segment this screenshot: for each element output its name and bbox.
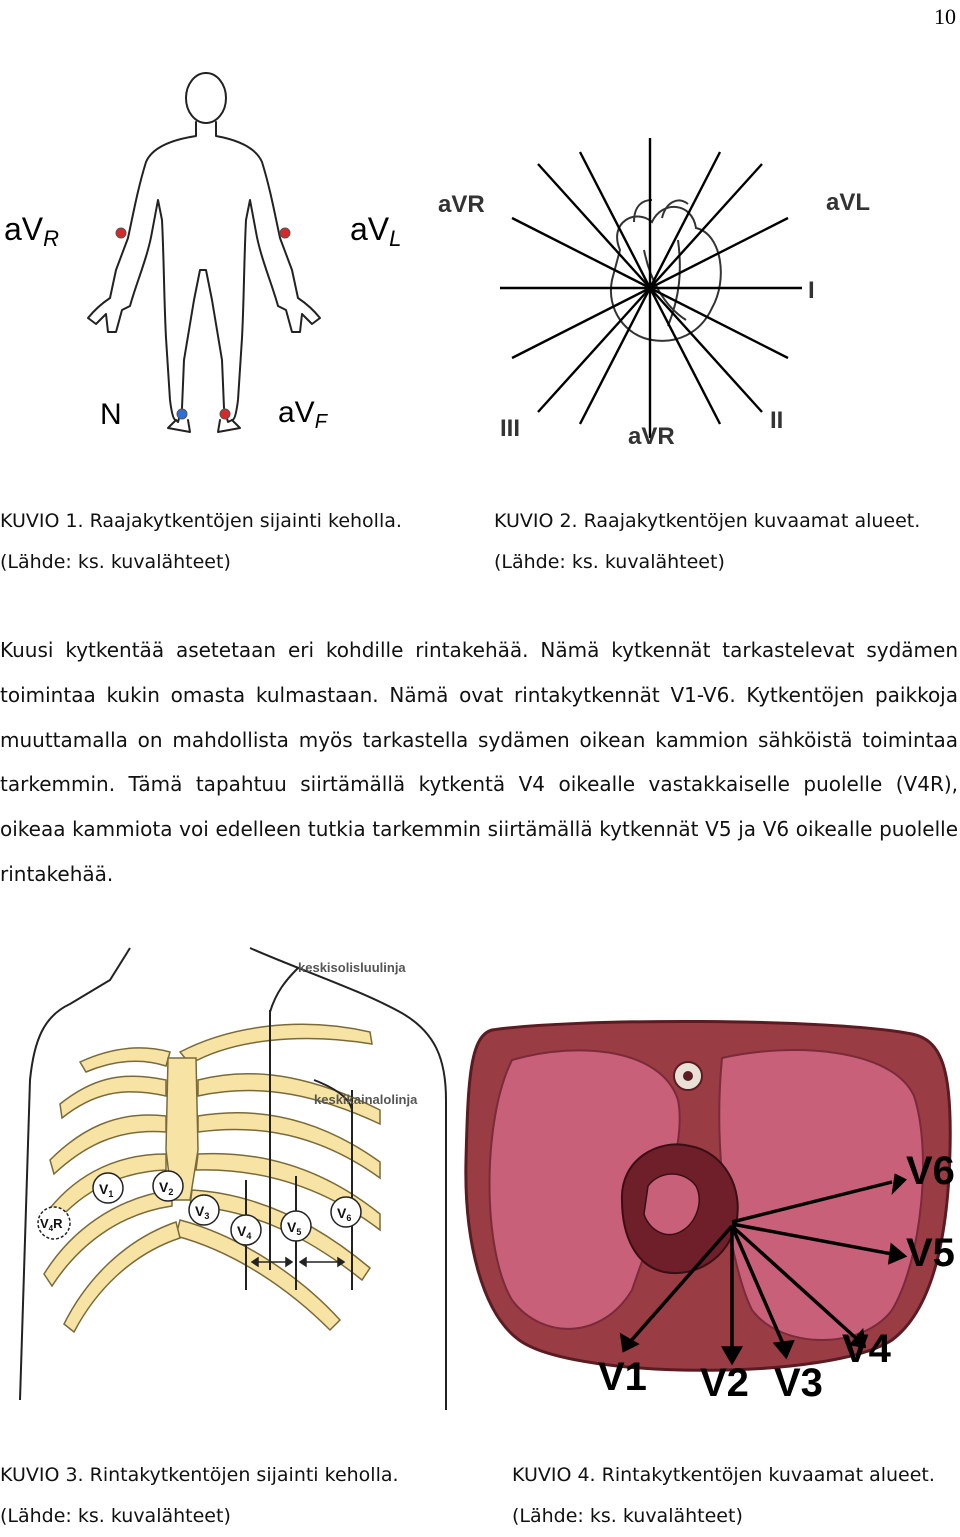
caption-figure-3-title: KUVIO 3. Rintakytkentöjen sijainti keholla.: [0, 1464, 399, 1486]
caption-figure-2-title: KUVIO 2. Raajakytkentöjen kuvaamat alueet.: [494, 510, 921, 532]
electrode-v4r: [38, 1207, 70, 1239]
page-number: 10: [934, 4, 956, 29]
caption-figure-2-source: (Lähde: ks. kuvalähteet): [494, 551, 725, 573]
figure-chest-lead-vectors: [452, 1010, 958, 1410]
caption-figure-4-title: KUVIO 4. Rintakytkentöjen kuvaamat alueet.: [512, 1464, 935, 1486]
electrode-v5: [281, 1211, 311, 1241]
electrode-avf-icon: [220, 409, 230, 419]
figure-limb-lead-axes: [430, 130, 870, 460]
svg-text:V1: $V_1$: [99, 1181, 114, 1199]
caption-figure-2: [494, 501, 920, 583]
caption-figure-4-source: (Lähde: ks. kuvalähteet): [512, 1505, 743, 1527]
caption-figure-4: [512, 1455, 935, 1537]
electrode-avl-icon: [280, 228, 290, 238]
electrode-avr-icon: [116, 228, 126, 238]
thorax-cross-section-illustration: [452, 1010, 958, 1410]
body-outline-illustration: [0, 70, 420, 470]
lead-axes-illustration: [430, 130, 870, 460]
svg-text:V4: $V_4$: [237, 1223, 252, 1241]
caption-figure-1-title: KUVIO 1. Raajakytkentöjen sijainti keholla.: [0, 510, 402, 532]
chest-illustration: [0, 940, 450, 1410]
caption-figure-3-source: (Lähde: ks. kuvalähteet): [0, 1505, 231, 1527]
label-avr-top: aVR: [438, 191, 485, 218]
electrode-n-icon: [177, 409, 187, 419]
electrode-v4: [231, 1215, 261, 1245]
figure-chest-electrodes: [0, 940, 450, 1410]
label-avl: aVL: [350, 211, 402, 251]
label-v4: V4: [842, 1327, 891, 1371]
electrode-v2: [153, 1171, 183, 1201]
label-midaxillary-line: keskikainalolinja: [314, 1092, 418, 1107]
label-n: N: [100, 398, 122, 431]
svg-text:V2: $V_2$: [159, 1179, 174, 1197]
label-v6: V6: [906, 1149, 955, 1193]
svg-text:V4R: $V_4R$: [40, 1216, 63, 1233]
label-v2: V2: [700, 1361, 749, 1405]
label-v5: V5: [906, 1231, 955, 1275]
label-lead-ii: II: [770, 407, 784, 434]
label-lead-i: I: [808, 277, 815, 304]
label-v3: V3: [774, 1361, 823, 1405]
figure-limb-electrodes: [0, 70, 420, 470]
electrode-v3: [189, 1195, 219, 1225]
label-midclavicular-line: keskisolisluulinja: [298, 960, 406, 975]
label-lead-iii: III: [500, 415, 521, 442]
label-avr-bottom: aVR: [628, 423, 675, 450]
body-paragraph: [0, 628, 958, 897]
body-paragraph-text: Kuusi kytkentää asetetaan eri kohdille rintakehää. Nämä kytkennät tarkastelevat sydämen toimintaa kukin omasta kulmastaan. Nämä ovat rintakytkennät V1-V6. Kytkentöjen paikkoja muuttamalla on mahdollista myös tarkastella sydämen oikean kammion sähköistä toimintaa tarkemmin. Tämä tapahtuu siirtämällä kytkentä V4 oikealle vastakkaiselle puolelle (V4R), oikeaa kammiota voi edelleen tutkia tarkemmin siirtämällä kytkennät V5 ja V6 oikealle puolelle rintakehää.: [0, 638, 958, 886]
label-avl: aVL: [826, 189, 870, 216]
electrode-v6: [331, 1197, 361, 1227]
caption-figure-1: [0, 501, 402, 583]
label-avr: aVR: [4, 211, 60, 251]
caption-figure-3: [0, 1455, 399, 1537]
label-avf: $aV_F$: [278, 396, 327, 433]
label-v1: V1: [598, 1355, 647, 1399]
svg-text:V5: $V_5$: [287, 1219, 302, 1237]
electrode-v1: [93, 1173, 123, 1203]
caption-figure-1-source: (Lähde: ks. kuvalähteet): [0, 551, 231, 573]
svg-text:V6: $V_6$: [337, 1205, 352, 1223]
svg-text:V3: $V_3$: [195, 1203, 210, 1221]
